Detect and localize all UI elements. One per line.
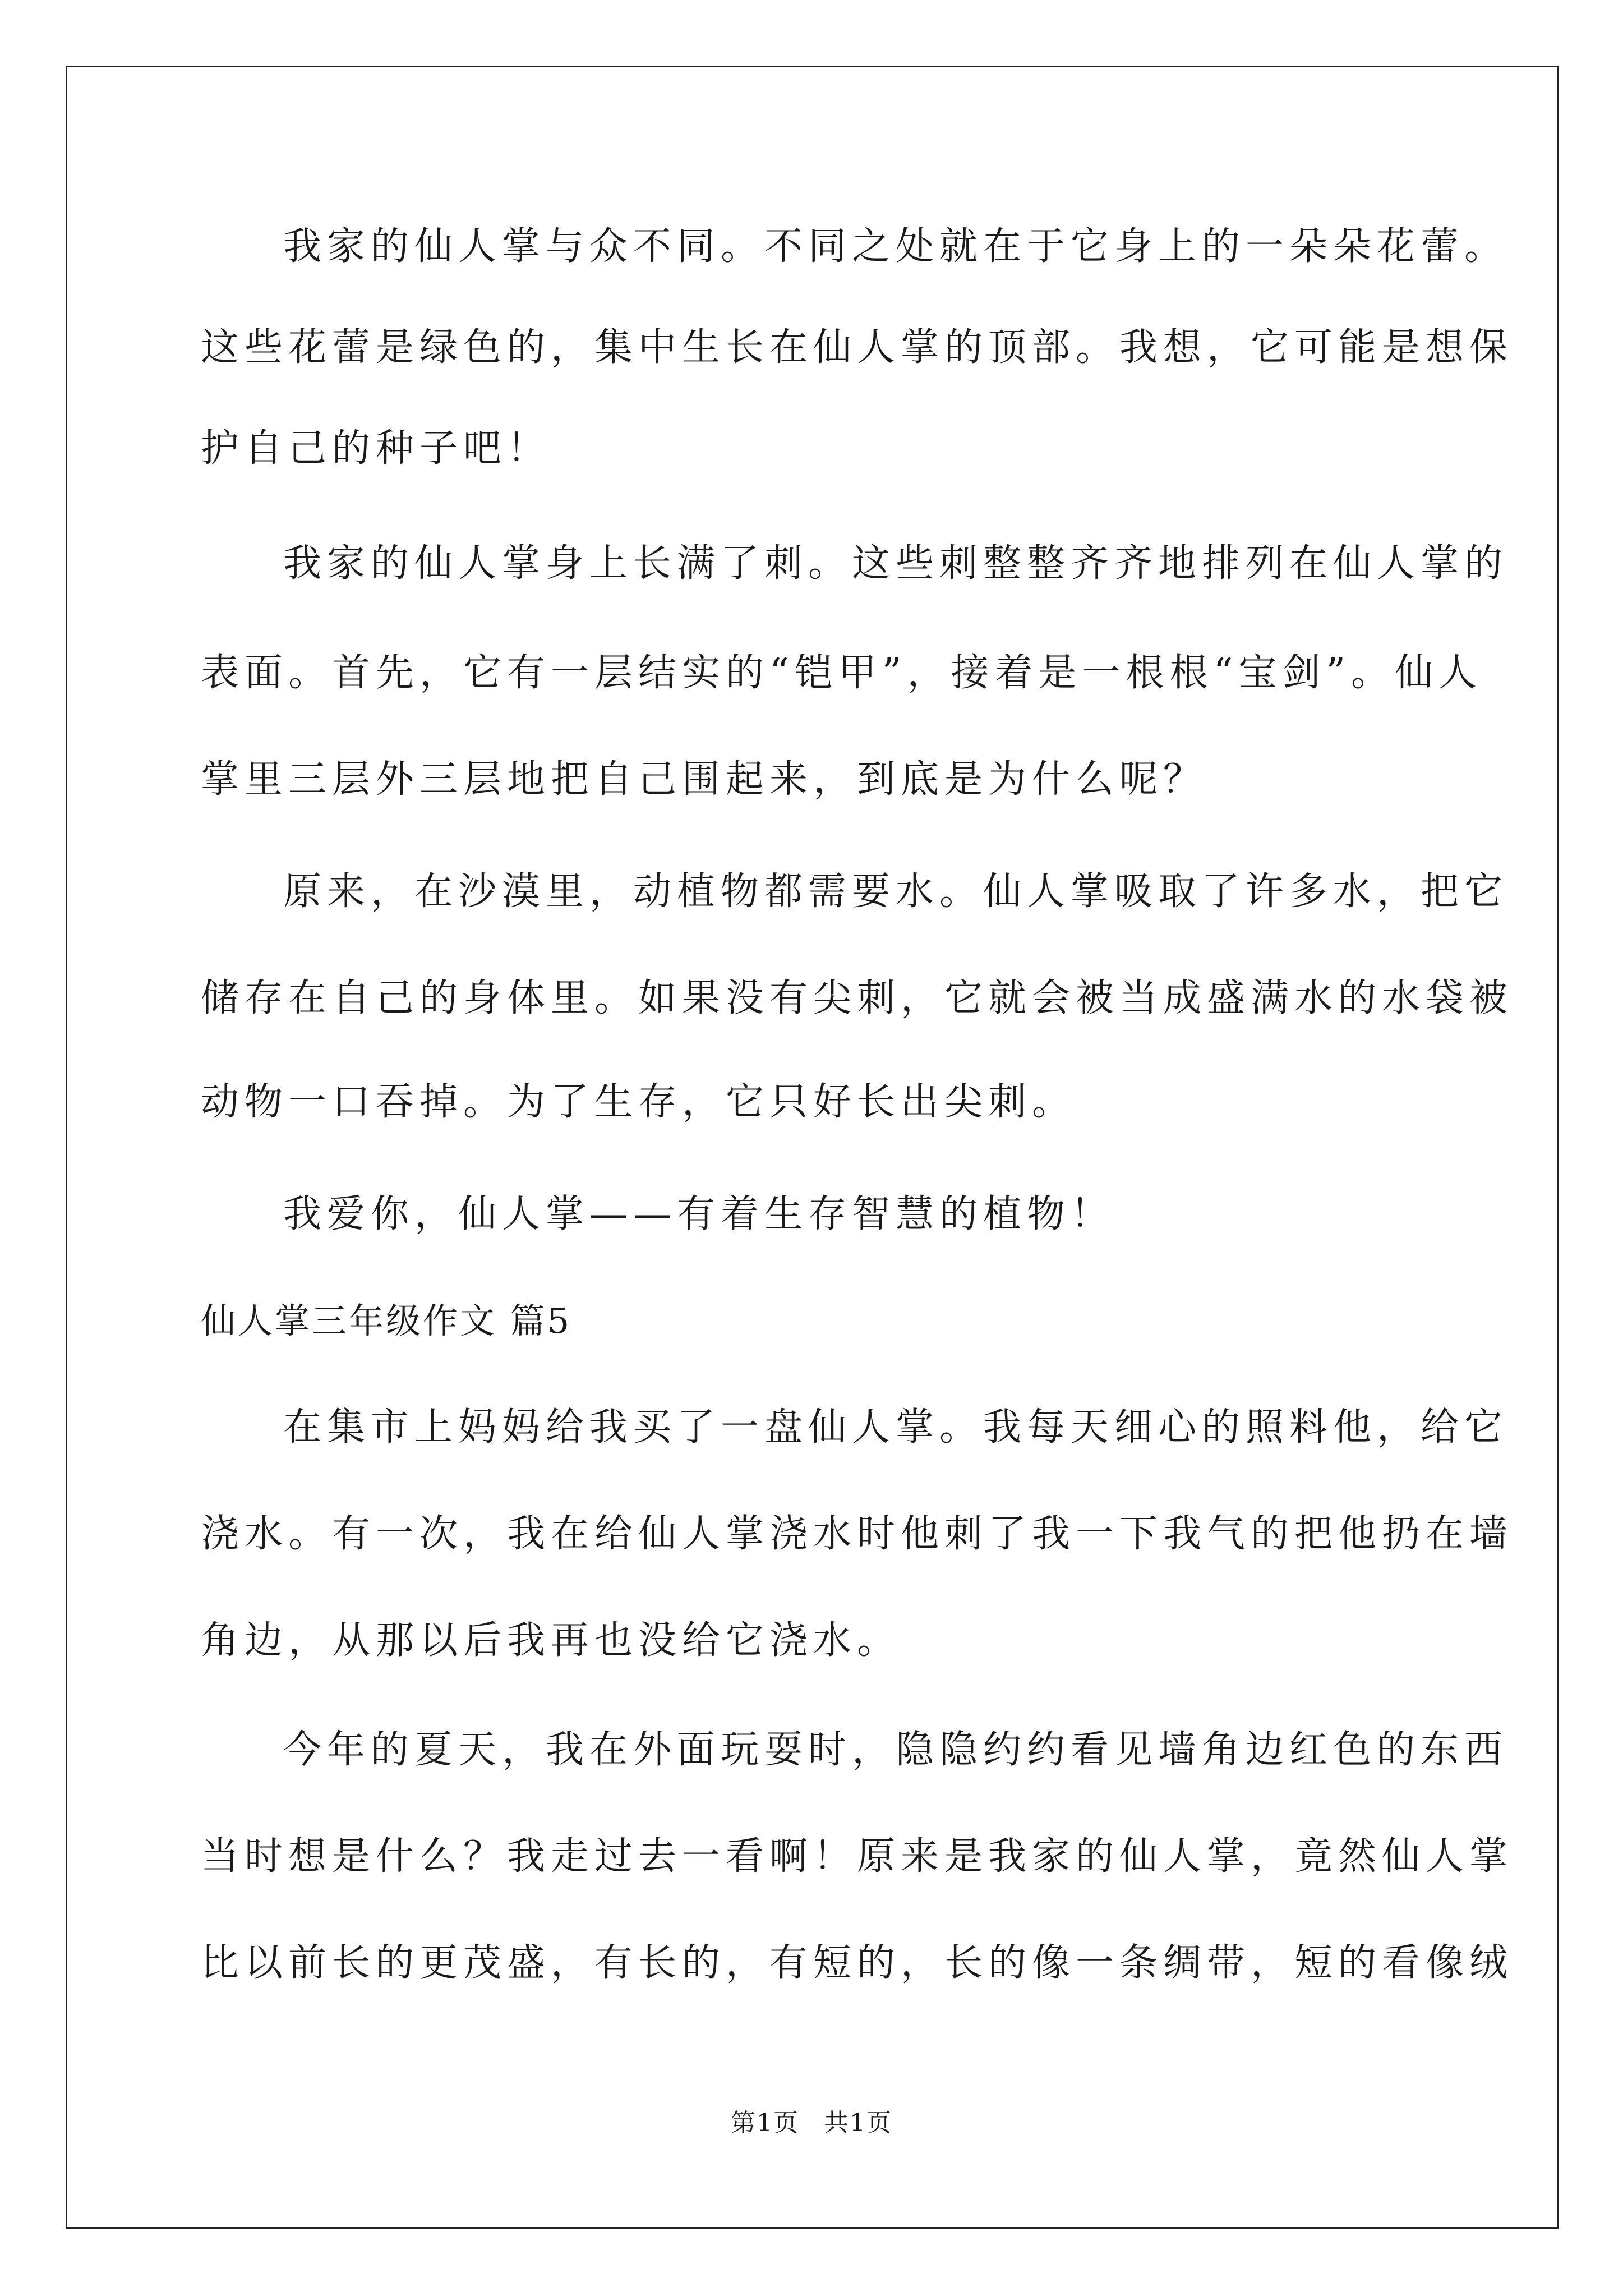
paragraph-line: 今年的夏天，我在外面玩耍时，隐隐约约看见墙角边红色的东西 xyxy=(283,1728,1509,1772)
paragraph-line: 我家的仙人掌身上长满了刺。这些刺整整齐齐地排列在仙人掌的 xyxy=(283,541,1509,586)
page-border xyxy=(66,66,1559,2229)
paragraph-line: 动物一口吞掉。为了生存，它只好长出尖刺。 xyxy=(201,1080,1076,1124)
paragraph-line: 这些花蕾是绿色的，集中生长在仙人掌的顶部。我想，它可能是想保 xyxy=(201,325,1514,370)
paragraph-line: 在集市上妈妈给我买了一盘仙人掌。我每天细心的照料他，给它 xyxy=(283,1405,1509,1450)
section-heading: 仙人掌三年级作文 篇5 xyxy=(201,1300,572,1341)
paragraph-line: 掌里三层外三层地把自己围起来，到底是为什么呢？ xyxy=(201,757,1207,802)
page-footer xyxy=(0,2106,1623,2140)
page-number: 第1页 xyxy=(731,2109,799,2137)
paragraph-line: 当时想是什么？我走过去一看啊！原来是我家的仙人掌，竟然仙人掌 xyxy=(201,1834,1514,1879)
paragraph-line: 原来，在沙漠里，动植物都需要水。仙人掌吸取了许多水，把它 xyxy=(283,869,1509,914)
paragraph-line: 护自己的种子吧！ xyxy=(201,426,551,471)
paragraph-line: 角边，从那以后我再也没给它浇水。 xyxy=(201,1618,901,1663)
paragraph-line: 表面。首先，它有一层结实的“铠甲”，接着是一根根“宝剑”。仙人 xyxy=(201,651,1483,695)
paragraph-line: 储存在自己的身体里。如果没有尖刺，它就会被当成盛满水的水袋被 xyxy=(201,976,1514,1020)
paragraph-line: 比以前长的更茂盛，有长的，有短的，长的像一条绸带，短的看像绒 xyxy=(201,1941,1514,1985)
paragraph-line: 我家的仙人掌与众不同。不同之处就在于它身上的一朵朵花蕾。 xyxy=(283,224,1509,269)
paragraph-line: 浇水。有一次，我在给仙人掌浇水时他刺了我一下我气的把他扔在墙 xyxy=(201,1512,1514,1556)
page-total: 共1页 xyxy=(824,2109,892,2137)
paragraph-line: 我爱你，仙人掌——有着生存智慧的植物！ xyxy=(283,1192,1115,1236)
